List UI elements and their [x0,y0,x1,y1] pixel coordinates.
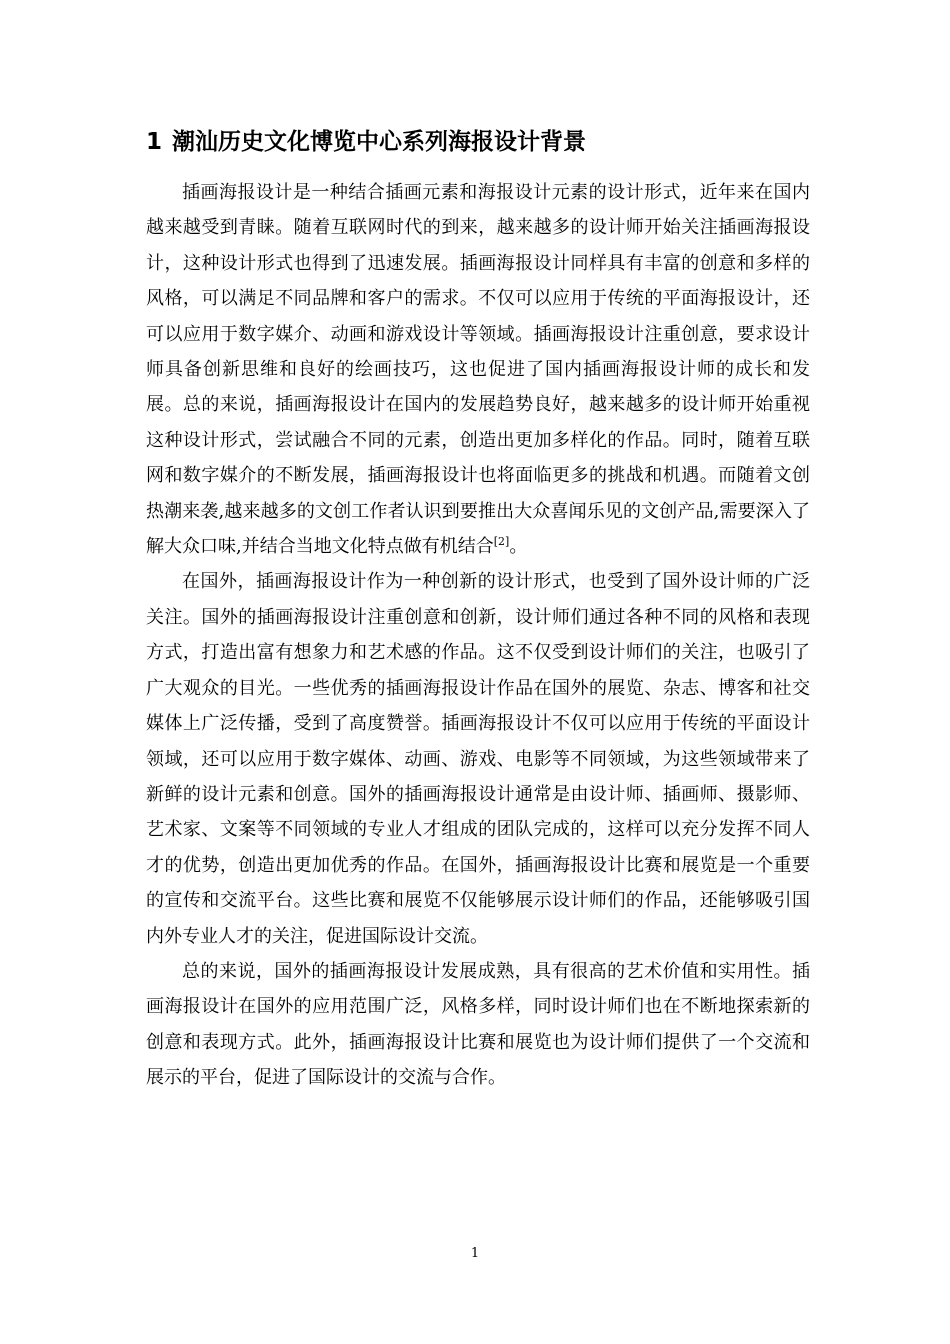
paragraph-text: 总的来说，国外的插画海报设计发展成熟，具有很高的艺术价值和实用性。插画海报设计在国外的应用范围广泛，风格多样，同时设计师们也在不断地探索新的创意和表现方式。此外，插画海报设计比赛和展览也为设计师们提供了一个交流和展示的平台，促进了国际设计的交流与合作。 [146,960,810,1089]
citation-reference: [2] [493,535,510,549]
paragraph-text: 在国外，插画海报设计作为一种创新的设计形式，也受到了国外设计师的广泛关注。国外的插画海报设计注重创意和创新，设计师们通过各种不同的风格和表现方式，打造出富有想象力和艺术感的作品。这不仅受到设计师们的关注，也吸引了广大观众的目光。一些优秀的插画海报设计作品在国外的展览、杂志、博客和社交媒体上广泛传播，受到了高度赞誉。插画海报设计不仅可以应用于传统的平面设计领域，还可以应用于数字媒体、动画、游戏、电影等不同领域，为这些领域带来了新鲜的设计元素和创意。国外的插画海报设计通常是由设计师、插画师、摄影师、艺术家、文案等不同领域的专业人才组成的团队完成的，这样可以充分发挥不同人才的优势，创造出更加优秀的作品。在国外，插画海报设计比赛和展览是一个重要的宣传和交流平台。这些比赛和展览不仅能够展示设计师们的作品，还能够吸引国内外专业人才的关注，促进国际设计交流。 [146,571,810,947]
section-number: 1 [146,129,163,155]
page-number: 1 [470,1246,480,1261]
paragraph-abroad [146,564,810,953]
paragraph-tail: 。 [509,536,528,558]
paragraph-domestic [146,175,810,564]
section-heading [146,126,846,158]
body-text [146,175,810,1096]
paragraph-text: 插画海报设计是一种结合插画元素和海报设计元素的设计形式，近年来在国内越来越受到青睐。随着互联网时代的到来，越来越多的设计师开始关注插画海报设计，这种设计形式也得到了迅速发展。插画海报设计同样具有丰富的创意和多样的风格，可以满足不同品牌和客户的需求。不仅可以应用于传统的平面海报设计，还可以应用于数字媒介、动画和游戏设计等领域。插画海报设计注重创意，要求设计师具备创新思维和良好的绘画技巧，这也促进了国内插画海报设计师的成长和发展。总的来说，插画海报设计在国内的发展趋势良好，越来越多的设计师开始重视这种设计形式，尝试融合不同的元素，创造出更加多样化的作品。同时，随着互联网和数字媒介的不断发展，插画海报设计也将面临更多的挑战和机遇。而随着文创热潮来袭,越来越多的文创工作者认识到要推出大众喜闻乐见的文创产品,需要深入了解大众口味,并结合当地文化特点做有机结合 [146,182,810,558]
paragraph-summary [146,954,810,1096]
section-title: 潮汕历史文化博览中心系列海报设计背景 [172,129,587,155]
